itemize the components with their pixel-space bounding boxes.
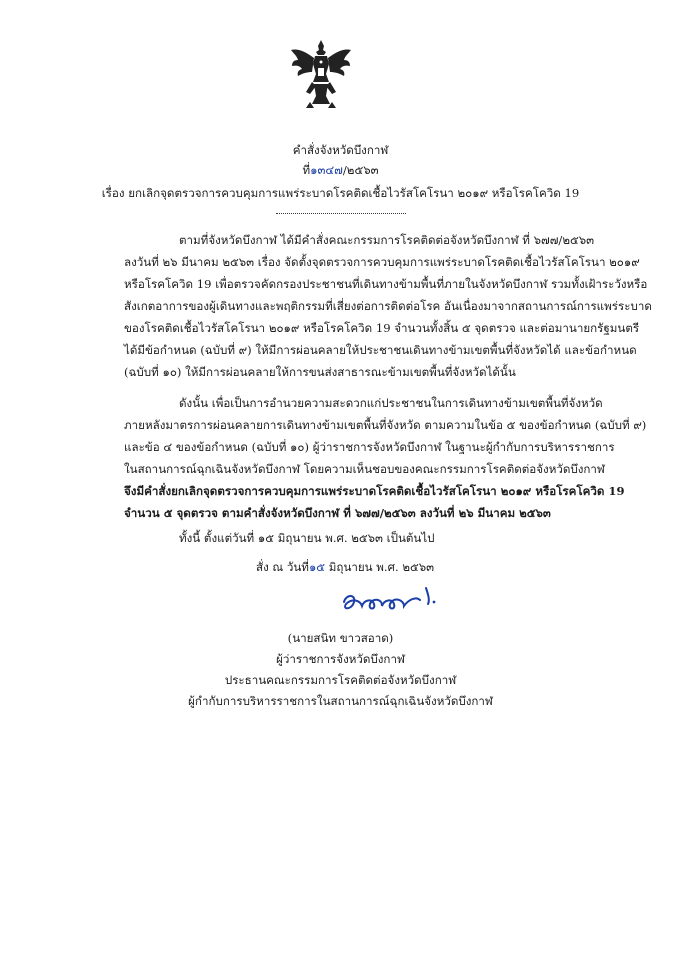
text-line-bold: จึงมีคำสั่งยกเลิกจุดตรวจการควบคุมการแพร่ระบาดโรคติดเชื้อไวรัสโคโรนา ๒๐๑๙ หรือโรคโควิด 19 — [124, 484, 625, 498]
signing-date-prefix: สั่ง ณ วันที่ — [256, 560, 309, 574]
text-line-bold: จำนวน ๕ จุดตรวจ ตามคำสั่งจังหวัดบึงกาฬ ที่ ๖๗๗/๒๕๖๓ ลงวันที่ ๒๖ มีนาคม ๒๕๖๓ — [124, 506, 551, 520]
signer-name: (นายสนิท ขาวสอาด) — [287, 631, 394, 645]
garuda-emblem-icon — [288, 38, 354, 110]
signer-position-committee: ประธานคณะกรรมการโรคติดต่อจังหวัดบึงกาฬ — [224, 673, 457, 687]
order-number-prefix: ที่ — [302, 163, 311, 177]
text-line: ตามที่จังหวัดบึงกาฬ ได้มีคำสั่งคณะกรรมการโรคติดต่อจังหวัดบึงกาฬ ที่ ๖๗๗/๒๕๖๓ — [179, 233, 595, 247]
signer-position-emergency: ผู้กำกับการบริหารราชการในสถานการณ์ฉุกเฉินจังหวัดบึงกาฬ — [188, 694, 493, 708]
signing-date-suffix: มิถุนายน พ.ศ. ๒๕๖๓ — [328, 560, 435, 574]
divider — [276, 213, 406, 214]
effective-date: ทั้งนี้ ตั้งแต่วันที่ ๑๕ มิถุนายน พ.ศ. ๒๕๖๓ เป็นต้นไป — [179, 531, 435, 545]
text-line: (ฉบับที่ ๑๐) ให้มีการผ่อนคลายให้การขนส่งสาธารณะข้ามเขตพื้นที่จังหวัดได้นั้น — [124, 365, 516, 379]
order-subject: เรื่อง ยกเลิกจุดตรวจการควบคุมการแพร่ระบาดโรคติดเชื้อไวรัสโคโรนา ๒๐๑๙ หรือโรคโควิด 19 — [101, 186, 580, 200]
text-line: ของโรคติดเชื้อไวรัสโคโรนา ๒๐๑๙ หรือโรคโควิด 19 จำนวนทั้งสิ้น ๕ จุดตรวจ และต่อมานายกรัฐมนตรี — [124, 321, 640, 335]
order-number-handwritten: ๑๓๔๗ — [310, 163, 343, 177]
text-line: หรือโรคโควิด 19 เพื่อตรวจคัดกรองประชาชนที่เดินทางข้ามพื้นที่ภายในจังหวัดบึงกาฬ รวมทั้งเฝ้าระวังหรือ — [124, 277, 648, 291]
order-title: คำสั่งจังหวัดบึงกาฬ — [292, 143, 389, 157]
order-number-suffix: /๒๕๖๓ — [342, 163, 379, 177]
text-line: ได้มีข้อกำหนด (ฉบับที่ ๙) ให้มีการผ่อนคลายให้ประชาชนเดินทางข้ามเขตพื้นที่จังหวัดได้ และข้อกำหนด — [124, 343, 637, 357]
text-line: ดังนั้น เพื่อเป็นการอำนวยความสะดวกแก่ประชาชนในการเดินทางข้ามเขตพื้นที่จังหวัด — [179, 396, 603, 410]
text-line: สังเกตอาการของผู้เดินทางและพฤติกรรมที่เสี่ยงต่อการติดต่อโรค อันเนื่องมาจากสถานการณ์การแพร่ระบาด — [124, 299, 652, 313]
signing-date-day-handwritten: ๑๕ — [308, 560, 326, 574]
signing-date — [256, 560, 434, 574]
text-line: ลงวันที่ ๒๖ มีนาคม ๒๕๖๓ เรื่อง จัดตั้งจุดตรวจการควบคุมการแพร่ระบาดโรคติดเชื้อไวรัสโคโรนา ๒๐๑๙ — [124, 255, 640, 269]
text-line: และข้อ ๔ ของข้อกำหนด (ฉบับที่ ๑๐) ผู้ว่าราชการจังหวัดบึงกาฬ ในฐานะผู้กำกับการบริหารราชการ — [124, 440, 615, 454]
text-line: ในสถานการณ์ฉุกเฉินจังหวัดบึงกาฬ โดยความเห็นชอบของคณะกรรมการโรคติดต่อจังหวัดบึงกาฬ — [124, 462, 605, 476]
text-line: ภายหลังมาตรการผ่อนคลายการเดินทางข้ามเขตพื้นที่จังหวัด ตามความในข้อ ๕ ของข้อกำหนด (ฉบับที่ ๙) — [124, 418, 647, 432]
signer-position-governor: ผู้ว่าราชการจังหวัดบึงกาฬ — [276, 652, 405, 666]
signature-icon — [338, 582, 448, 618]
order-number — [0, 163, 681, 177]
